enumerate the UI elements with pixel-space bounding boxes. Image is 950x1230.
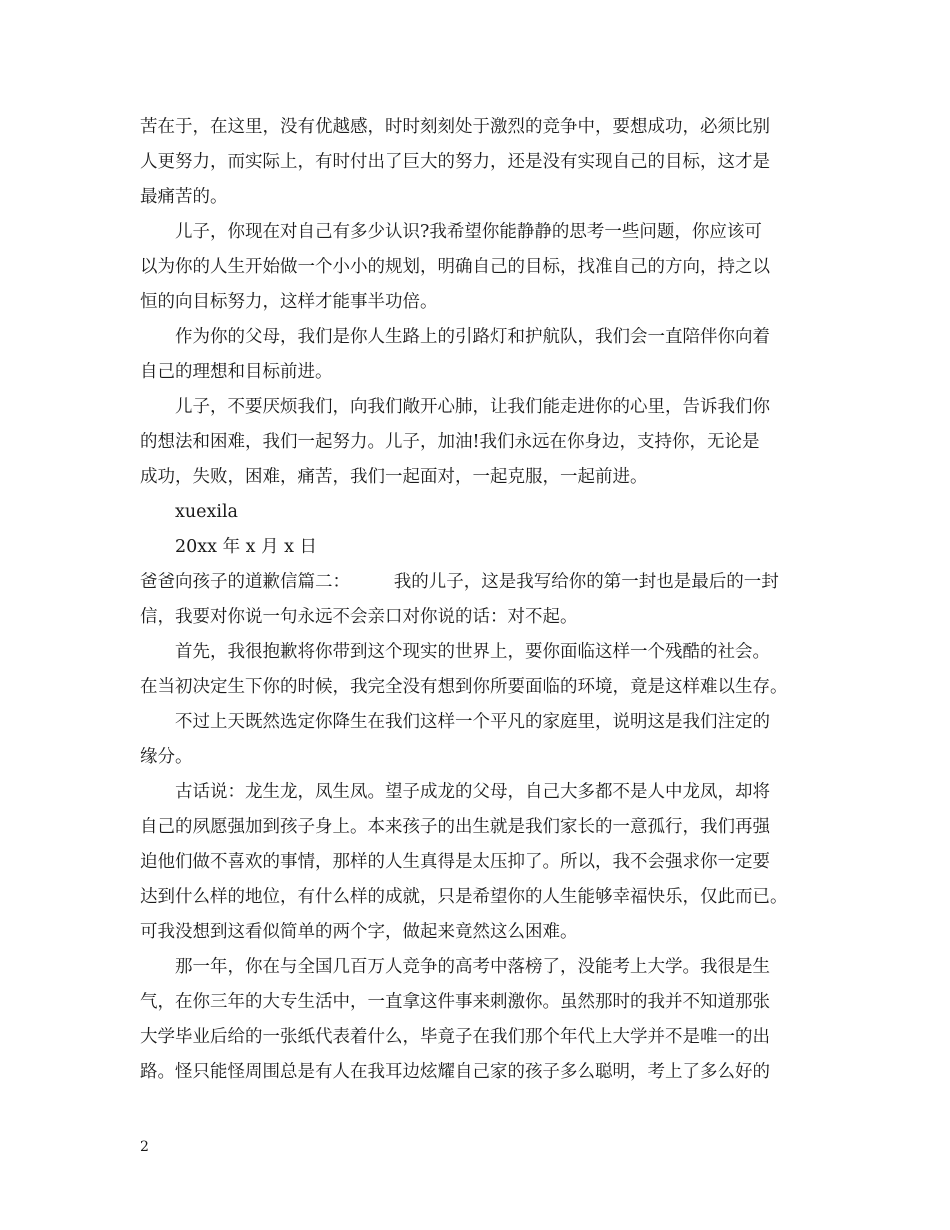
text-line: 那一年，你在与全国几百万人竞争的高考中落榜了，没能考上大学。我很是生 [175,957,770,977]
page-number: 2 [140,1139,149,1155]
text-line: 可我没想到这看似简单的两个字，做起来竟然这么困难。 [140,922,578,942]
text-line: 自己的夙愿强加到孩子身上。本来孩子的出生就是我们家长的一意孤行，我们再强 [140,817,770,837]
text-line: 路。怪只能怪周围总是有人在我耳边炫耀自己家的孩子多么聪明，考上了多么好的 [140,1062,770,1082]
text-line: 恒的向目标努力，这样才能事半功倍。 [140,292,438,312]
text-line: 大学毕业后给的一张纸代表着什么，毕竟子在我们那个年代上大学并不是唯一的出 [140,1027,770,1047]
text-line: 信，我要对你说一句永远不会亲口对你说的话：对不起。 [140,607,578,627]
text-line: 最痛苦的。 [140,187,228,207]
text-line: 儿子，不要厌烦我们，向我们敞开心肺，让我们能走进你的心里，告诉我们你 [175,397,770,417]
text-line: 人更努力，而实际上，有时付出了巨大的努力，还是没有实现自己的目标，这才是 [140,152,770,172]
text-line: 自己的理想和目标前进。 [140,362,333,382]
text-line: 在当初决定生下你的时候，我完全没有想到你所要面临的环境，竟是这样难以生存。 [140,677,788,697]
text-line: 20xx 年 x 月 x 日 [175,537,318,557]
text-line: 气，在你三年的大专生活中，一直拿这件事来刺激你。虽然那时的我并不知道那张 [140,992,770,1012]
text-line: 古话说：龙生龙，凤生凤。望子成龙的父母，自己大多都不是人中龙凤，却将 [175,782,770,802]
text-line: 迫他们做不喜欢的事情，那样的人生真得是太压抑了。所以，我不会强求你一定要 [140,852,770,872]
document-body [140,110,812,1090]
text-line: 的想法和困难，我们一起努力。儿子，加油!我们永远在你身边，支持你，无论是 [140,432,760,452]
text-line: 儿子，你现在对自己有多少认识?我希望你能静静的思考一些问题，你应该可 [175,222,762,242]
text-line: 爸爸向孩子的道歉信篇二： 我的儿子，这是我写给你的第一封也是最后的一封 [140,572,779,592]
text-line: 不过上天既然选定你降生在我们这样一个平凡的家庭里，说明这是我们注定的 [175,712,770,732]
text-line: 达到什么样的地位，有什么样的成就，只是希望你的人生能够幸福快乐，仅此而已。 [140,887,788,907]
text-line: 苦在于，在这里，没有优越感，时时刻刻处于激烈的竞争中，要想成功，必须比别 [140,117,770,137]
text-line: 首先，我很抱歉将你带到这个现实的世界上，要你面临这样一个残酷的社会。 [175,642,770,662]
text-line: 作为你的父母，我们是你人生路上的引路灯和护航队，我们会一直陪伴你向着 [175,327,770,347]
text-line: xuexila [175,502,238,522]
text-line: 成功，失败，困难，痛苦，我们一起面对，一起克服，一起前进。 [140,467,648,487]
text-line: 以为你的人生开始做一个小小的规划，明确自己的目标，找准自己的方向，持之以 [140,257,770,277]
text-line: 缘分。 [140,747,193,767]
